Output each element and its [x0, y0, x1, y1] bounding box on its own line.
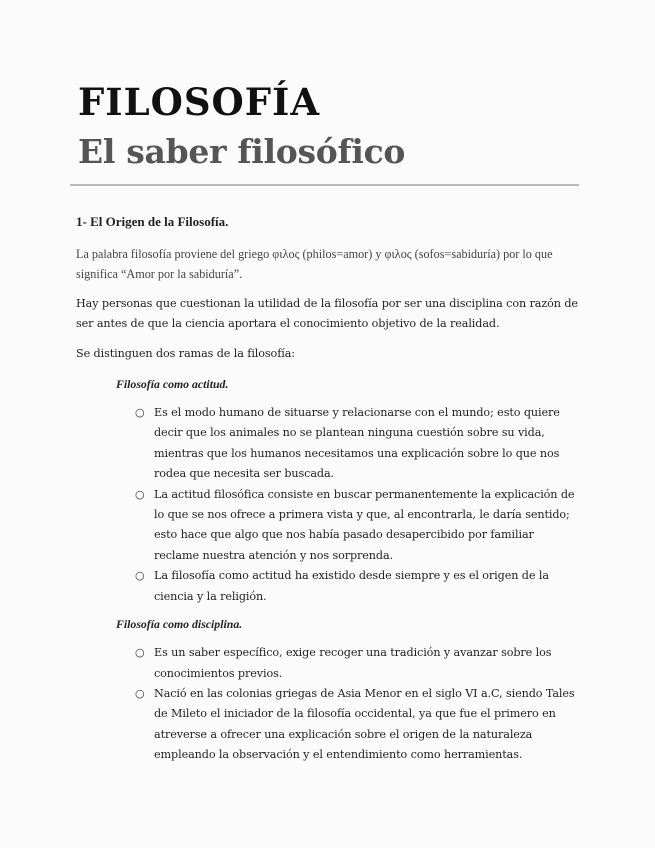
branch-title-disciplina: Filosofía como disciplina. [116, 617, 243, 632]
circle-bullet-icon: ○ [135, 569, 145, 583]
list-item-text: Es el modo humano de situarse y relacionarse con el mundo; esto quiere decir que los animales no se plantean ninguna cuestión sobre su vida, mientras que los humanos necesitamos una explicación sobre lo que nos rodea que necesita ser buscada. [154, 406, 560, 481]
list-item-text: La actitud filosófica consiste en buscar permanentemente la explicación de lo que se nos ofrece a primera vista y que, al encontrarla, le daría sentido; esto hace que algo que nos había pasado desapercibido por familiar reclame nuestra atención y nos sorprenda. [154, 487, 575, 562]
list-item-text: La filosofía como actitud ha existido desde siempre y es el origen de la ciencia y la religión. [154, 569, 549, 603]
branch-list-disciplina [76, 643, 586, 765]
section-heading: 1- El Origen de la Filosofía. [76, 214, 229, 229]
list-item [135, 643, 586, 684]
document-title: FILOSOFÍA [78, 80, 321, 124]
circle-bullet-icon: ○ [135, 406, 145, 420]
branch-title-actitud: Filosofía como actitud. [116, 377, 229, 392]
circle-bullet-icon: ○ [135, 487, 145, 501]
paragraph-utility: Hay personas que cuestionan la utilidad de la filosofía por ser una disciplina con razón de ser antes de que la ciencia aportara el conocimiento objetivo de la realidad. [76, 296, 578, 331]
document-body [76, 211, 586, 772]
title-divider [70, 184, 579, 186]
list-item [135, 485, 586, 567]
list-item [135, 684, 586, 766]
circle-bullet-icon: ○ [135, 686, 145, 700]
list-item-text: Nació en las colonias griegas de Asia Menor en el siglo VI a.C, siendo Tales de Mileto el iniciador de la filosofía occidental, ya que fue el primero en atreverse a ofrecer una explicación sobre el origen de la naturaleza empleando la observación y el entendimiento como herramientas. [154, 686, 575, 762]
intro-paragraph: La palabra filosofía proviene del griego φιλος (philos=amor) y φιλος (sofos=sabiduría) por lo que significa “Amor por la sabiduría”. [76, 247, 553, 282]
list-item-text: Es un saber específico, exige recoger una tradición y avanzar sobre los conocimientos previos. [154, 646, 552, 680]
list-item [135, 566, 586, 607]
list-item [135, 403, 586, 485]
circle-bullet-icon: ○ [135, 646, 145, 660]
paragraph-branches-intro: Se distinguen dos ramas de la filosofía: [76, 346, 295, 360]
document-subtitle: El saber filosófico [78, 132, 406, 171]
branch-list-actitud [76, 403, 586, 607]
